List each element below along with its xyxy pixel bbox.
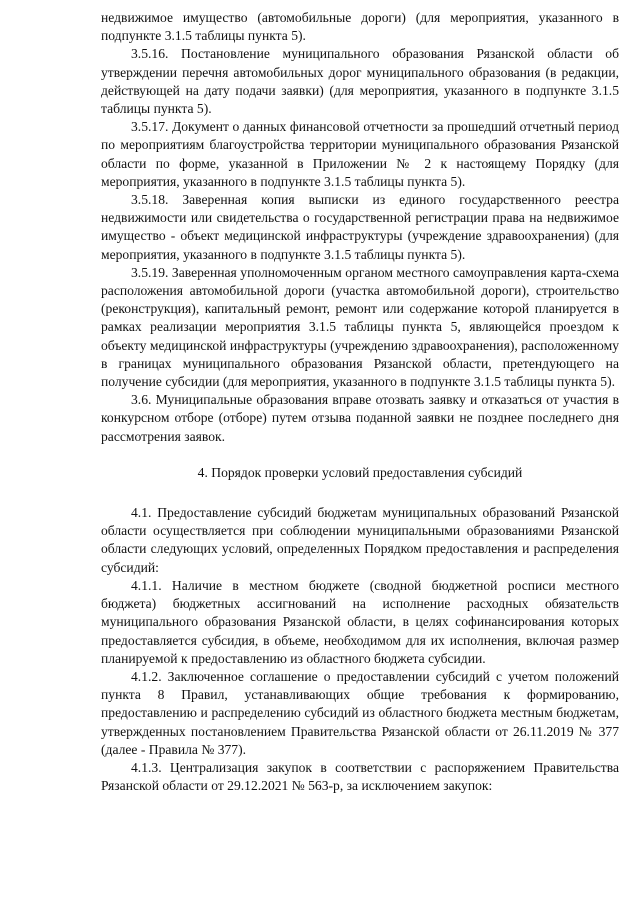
- continuation-paragraph: недвижимое имущество (автомобильные дороги) (для мероприятия, указанного в подпункте 3.1.5 таблицы пункта 5).: [101, 10, 619, 44]
- section-heading: 4. Порядок проверки условий предоставления субсидий: [197, 464, 523, 480]
- paragraph-3-5-17: 3.5.17. Документ о данных финансовой отчетности за прошедший отчетный период по мероприятиям благоустройства территории муниципального образования Рязанской области по форме, указанной в Приложении № 2 к настоящему Порядку (для мероприятия, указанного в подпункте 3.1.5 таблицы пункта 5).: [101, 119, 619, 189]
- paragraph-4-1-2: 4.1.2. Заключенное соглашение о предоставлении субсидий с учетом положений пункта 8 Правил, устанавливающих общие требования к формированию, предоставлению и распределению субсидий из областного бюджета местным бюджетам, утвержденных постановлением Правительства Рязанской области от 26.11.2019 № 377 (далее - Правила № 377).: [101, 668, 619, 757]
- paragraph-3-5-19: 3.5.19. Заверенная уполномоченным органом местного самоуправления карта-схема расположения автомобильной дороги (участка автомобильной дороги), строительство (реконструкция), капитальный ремонт, ремонт или содержание которой планируется в рамках реализации мероприятия 3.1.5 таблицы пункта 5, являющейся проездом к объекту медицинской инфраструктуры (учреждению здравоохранения), расположенному в границах муниципального образования Рязанской области, претендующего на получение субсидии (для мероприятия, указанного в подпункте 3.1.5 таблицы пункта 5).: [101, 264, 619, 390]
- paragraph-4-1-1: 4.1.1. Наличие в местном бюджете (сводной бюджетной росписи местного бюджета) бюджетных ассигнований на исполнение расходных обязательств муниципального образования Рязанской области, в целях софинансирования которых предоставляется субсидия, в объеме, необходимом для их исполнения, включая размер планируемой к предоставлению из областного бюджета субсидии.: [101, 577, 619, 666]
- paragraph-3-5-16: 3.5.16. Постановление муниципального образования Рязанской области об утверждении перечня автомобильных дорог муниципального образования (в редакции, действующей на дату подачи заявки) (для мероприятия, указанного в подпункте 3.1.5 таблицы пункта 5).: [101, 46, 619, 117]
- paragraph-3-6: 3.6. Муниципальные образования вправе отозвать заявку и отказаться от участия в конкурсном отборе (отборе) путем отзыва поданной заявки не позднее последнего дня рассмотрения заявок.: [101, 392, 619, 444]
- paragraph-4-1: 4.1. Предоставление субсидий бюджетам муниципальных образований Рязанской области осуществляется при соблюдении муниципальными образованиями Рязанской области следующих условий, определенных Порядком предоставления и распределения субсидий:: [101, 505, 619, 575]
- paragraph-3-5-18: 3.5.18. Заверенная копия выписки из единого государственного реестра недвижимости или свидетельства о государственной регистрации права на недвижимое имущество - объект медицинской инфраструктуры (учреждение здравоохранения) (для мероприятия, указанного в подпункте 3.1.5 таблицы пункта 5).: [101, 192, 619, 262]
- document-page: [101, 9, 619, 795]
- paragraph-4-1-3: 4.1.3. Централизация закупок в соответствии с распоряжением Правительства Рязанской области от 29.12.2021 № 563-р, за исключением закупок:: [101, 759, 619, 794]
